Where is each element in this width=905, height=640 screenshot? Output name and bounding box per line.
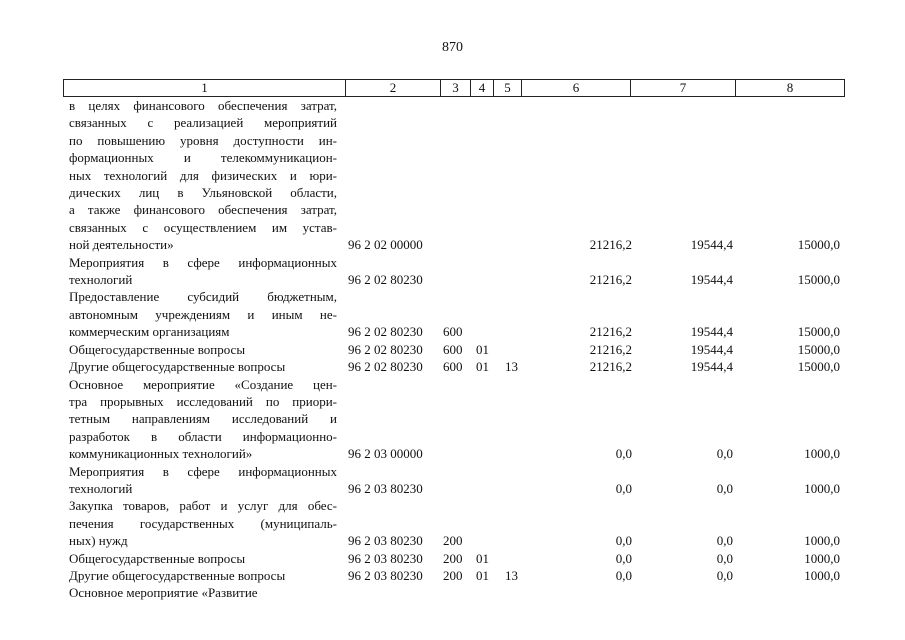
- row-name-line: технологий: [69, 480, 133, 496]
- row-amount-year-2: 19544,4: [690, 237, 733, 253]
- row-section: 01: [476, 550, 489, 566]
- row-section: 01: [476, 567, 489, 583]
- row-name-line: а также финансового обеспечения затрат,: [69, 202, 337, 218]
- row-name: [69, 376, 337, 463]
- row-amount-year-2: 0,0: [716, 480, 733, 496]
- table-row: [0, 358, 905, 375]
- row-name: [69, 254, 337, 289]
- row-amount-year-2: 0,0: [716, 567, 733, 583]
- row-code: 96 2 03 80230: [348, 567, 423, 583]
- row-amount-year-2: 0,0: [716, 446, 733, 462]
- header-col-1: 1: [64, 80, 346, 97]
- row-amount-year-1: 0,0: [615, 446, 632, 462]
- row-name-line: Общегосударственные вопросы: [69, 341, 246, 357]
- row-code: 96 2 02 80230: [348, 341, 423, 357]
- row-name-line: формационных и телекоммуникацион-: [69, 150, 337, 166]
- row-name: [69, 584, 337, 601]
- row-code: 96 2 03 80230: [348, 533, 423, 549]
- row-amount-year-3: 15000,0: [797, 341, 840, 357]
- row-amount-year-1: 21216,2: [589, 359, 632, 375]
- row-amount-year-1: 21216,2: [589, 324, 632, 340]
- table-row: [0, 567, 905, 584]
- row-section: 01: [476, 341, 489, 357]
- row-amount-year-3: 15000,0: [797, 237, 840, 253]
- row-expense-type: 200: [443, 550, 463, 566]
- table-row: [0, 550, 905, 567]
- row-name-line: печения государственных (муниципаль-: [69, 515, 337, 531]
- row-amount-year-2: 19544,4: [690, 272, 733, 288]
- row-amount-year-3: 1000,0: [804, 480, 840, 496]
- header-col-4: 4: [471, 80, 494, 97]
- row-amount-year-3: 15000,0: [797, 324, 840, 340]
- row-name-line: тетным направлениям исследований и: [69, 411, 337, 427]
- table-row: [0, 288, 905, 340]
- row-name-line: Мероприятия в сфере информационных: [69, 463, 337, 479]
- row-name: [69, 97, 337, 254]
- row-name-line: Общегосударственные вопросы: [69, 550, 246, 566]
- row-name: [69, 341, 337, 358]
- row-name-line: автономным учреждениям и иным не-: [69, 306, 337, 322]
- table-row: [0, 376, 905, 463]
- row-name-line: ных технологий для физических и юри-: [69, 167, 337, 183]
- row-amount-year-3: 1000,0: [804, 446, 840, 462]
- row-expense-type: 600: [443, 324, 463, 340]
- row-code: 96 2 03 80230: [348, 550, 423, 566]
- row-amount-year-1: 0,0: [615, 533, 632, 549]
- row-name-line: в целях финансового обеспечения затрат,: [69, 98, 337, 113]
- row-amount-year-3: 1000,0: [804, 533, 840, 549]
- row-code: 96 2 02 80230: [348, 359, 423, 375]
- row-amount-year-1: 0,0: [615, 480, 632, 496]
- row-name-line: Основное мероприятие «Создание цен-: [69, 376, 337, 392]
- row-amount-year-1: 21216,2: [589, 272, 632, 288]
- row-name-line: разработок в области информационно-: [69, 428, 337, 444]
- row-amount-year-3: 1000,0: [804, 550, 840, 566]
- row-name: [69, 497, 337, 549]
- budget-table-body: [0, 97, 905, 602]
- row-name: [69, 567, 337, 584]
- row-name-line: Основное мероприятие «Развитие: [69, 585, 258, 601]
- row-name-line: Другие общегосударственные вопросы: [69, 567, 286, 583]
- table-row: [0, 497, 905, 549]
- header-col-6: 6: [522, 80, 631, 97]
- table-row: [0, 584, 905, 601]
- row-name-line: связанных с реализацией мероприятий: [69, 115, 337, 131]
- header-col-3: 3: [441, 80, 471, 97]
- row-name-line: дических лиц в Ульяновской области,: [69, 185, 337, 201]
- row-name-line: коммуникационных технологий»: [69, 446, 253, 462]
- row-expense-type: 600: [443, 341, 463, 357]
- row-name-line: по повышению уровня доступности ин-: [69, 132, 337, 148]
- header-col-8: 8: [736, 80, 845, 97]
- row-section: 01: [476, 359, 489, 375]
- row-name-line: Другие общегосударственные вопросы: [69, 359, 286, 375]
- row-code: 96 2 02 80230: [348, 324, 423, 340]
- row-amount-year-3: 15000,0: [797, 272, 840, 288]
- row-name-line: коммерческим организациям: [69, 324, 230, 340]
- row-amount-year-1: 0,0: [615, 567, 632, 583]
- row-amount-year-2: 19544,4: [690, 324, 733, 340]
- header-col-7: 7: [631, 80, 736, 97]
- table-row: [0, 254, 905, 289]
- row-amount-year-1: 21216,2: [589, 237, 632, 253]
- row-name-line: тра прорывных исследований по приори-: [69, 393, 337, 409]
- row-name-line: Предоставление субсидий бюджетным,: [69, 289, 337, 305]
- table-row: [0, 463, 905, 498]
- row-name-line: связанных с осуществлением им устав-: [69, 219, 337, 235]
- column-number-header: [63, 79, 845, 97]
- row-expense-type: 200: [443, 533, 463, 549]
- header-row: [64, 80, 845, 97]
- row-name: [69, 463, 337, 498]
- row-name: [69, 550, 337, 567]
- row-name-line: Закупка товаров, работ и услуг для обес-: [69, 498, 337, 514]
- row-amount-year-2: 19544,4: [690, 341, 733, 357]
- row-amount-year-3: 15000,0: [797, 359, 840, 375]
- page-number: 870: [442, 40, 463, 55]
- row-code: 96 2 02 80230: [348, 272, 423, 288]
- header-col-5: 5: [494, 80, 522, 97]
- row-amount-year-2: 0,0: [716, 533, 733, 549]
- row-expense-type: 600: [443, 359, 463, 375]
- header-col-2: 2: [346, 80, 441, 97]
- row-code: 96 2 03 80230: [348, 480, 423, 496]
- row-name: [69, 288, 337, 340]
- row-name-line: Мероприятия в сфере информационных: [69, 254, 337, 270]
- row-name: [69, 358, 337, 375]
- row-subsection: 13: [505, 359, 518, 375]
- row-subsection: 13: [505, 567, 518, 583]
- row-name-line: ных) нужд: [69, 533, 128, 549]
- row-expense-type: 200: [443, 567, 463, 583]
- row-amount-year-1: 21216,2: [589, 341, 632, 357]
- row-amount-year-3: 1000,0: [804, 567, 840, 583]
- row-amount-year-1: 0,0: [615, 550, 632, 566]
- row-code: 96 2 02 00000: [348, 237, 423, 253]
- row-name-line: технологий: [69, 272, 133, 288]
- row-code: 96 2 03 00000: [348, 446, 423, 462]
- row-amount-year-2: 0,0: [716, 550, 733, 566]
- table-row: [0, 341, 905, 358]
- table-row: [0, 97, 905, 254]
- row-amount-year-2: 19544,4: [690, 359, 733, 375]
- row-name-line: ной деятельности»: [69, 237, 174, 253]
